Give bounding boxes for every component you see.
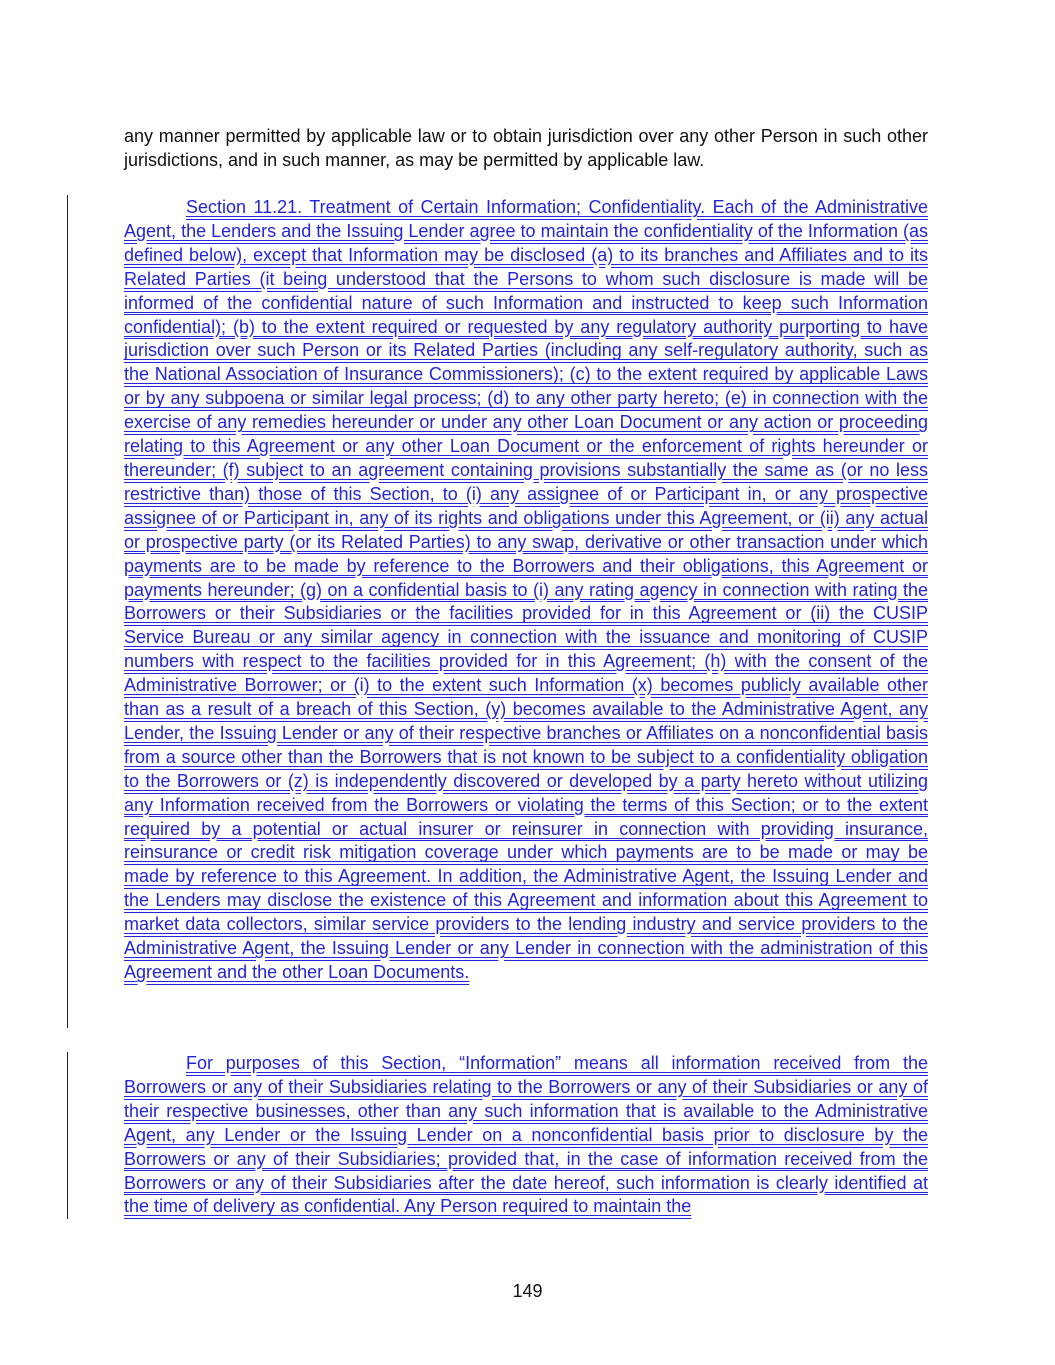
section-11-21-text: Section 11.21. Treatment of Certain Information; Confidentiality. Each of the Administrative Agent, the Lenders and the Issuing Lender agree to maintain the confidentiality of the Information (as defined below), except that Information may be disclosed (a) to its branches and Affiliates and to its Related Parties (it being understood that the Persons to whom such disclosure is made will be informed of the confidential nature of such Information and instructed to keep such Information confidential); (b) to the extent required or requested by any regulatory authority purporting to have jurisdiction over such Person or its Related Parties (including any self-regulatory authority, such as the National Association of Insurance Commissioners); (c) to the extent required by applicable Laws or by any subpoena or similar legal process; (d) to any other party hereto; (e) in connection with the exercise of any remedies hereunder or under any other Loan Document or any action or proceeding relating to this Agreement or any other Loan Document or the enforcement of rights hereunder or thereunder; (f) subject to an agreement containing provisions substantially the same as (or no less restrictive than) those of this Section, to (i) any assignee of or Participant in, or any prospective assignee of or Participant in, any of its rights and obligations under this Agreement, or (ii) any actual or prospective party (or its Related Parties) to any swap, derivative or other transaction under which payments are to be made by reference to the Borrowers and their obligations, this Agreement or payments hereunder; (g) on a confidential basis to (i) any rating agency in connection with rating the Borrowers or their Subsidiaries or the facilities provided for in this Agreement or (ii) the CUSIP Service Bureau or any similar agency in connection with the issuance and monitoring of CUSIP numbers with respect to the facilities provided for in this Agreement; (h) with the consent of the Administrative Borrower; or (i) to the extent such Information (x) becomes publicly available other than as a result of a breach of this Section, (y) becomes available to the Administrative Agent, any Lender, the Issuing Lender or any of their respective branches or Affiliates on a nonconfidential basis from a source other than the Borrowers that is not known to be subject to a confidentiality obligation to the Borrowers or (z) is independently discovered or developed by a party hereto without utilizing any Information received from the Borrowers or violating the terms of this Section; or to the extent required by a potential or actual insurer or reinsurer in connection with providing insurance, reinsurance or credit risk mitigation coverage under which payments are to be made or may be made by reference to this Agreement. In addition, the Administrative Agent, the Issuing Lender and the Lenders may disclose the existence of this Agreement and information about this Agreement to market data collectors, similar service providers to the lending industry and service providers to the Administrative Agent, the Issuing Lender or any Lender in connection with the administration of this Agreement and the other Loan Documents. [124,197,928,982]
information-definition-paragraph [124,1052,928,1219]
section-11-21-paragraph [124,196,928,985]
change-bar-information [67,1052,68,1219]
carryover-paragraph: any manner permitted by applicable law or to obtain jurisdiction over any other Person in such other jurisdictions, and in such manner, as may be permitted by applicable law. [124,126,928,170]
change-bar-section [67,195,68,1028]
information-definition-text: For purposes of this Section, “Information” means all information received from the Borrowers or any of their Subsidiaries relating to the Borrowers or any of their Subsidiaries or any of their respective businesses, other than any such information that is available to the Administrative Agent, any Lender or the Issuing Lender on a nonconfidential basis prior to disclosure by the Borrowers or any of their Subsidiaries; provided that, in the case of information received from the Borrowers or any of their Subsidiaries after the date hereof, such information is clearly identified at the time of delivery as confidential. Any Person required to maintain the [124,1053,928,1217]
page-number: 149 [512,1281,543,1301]
